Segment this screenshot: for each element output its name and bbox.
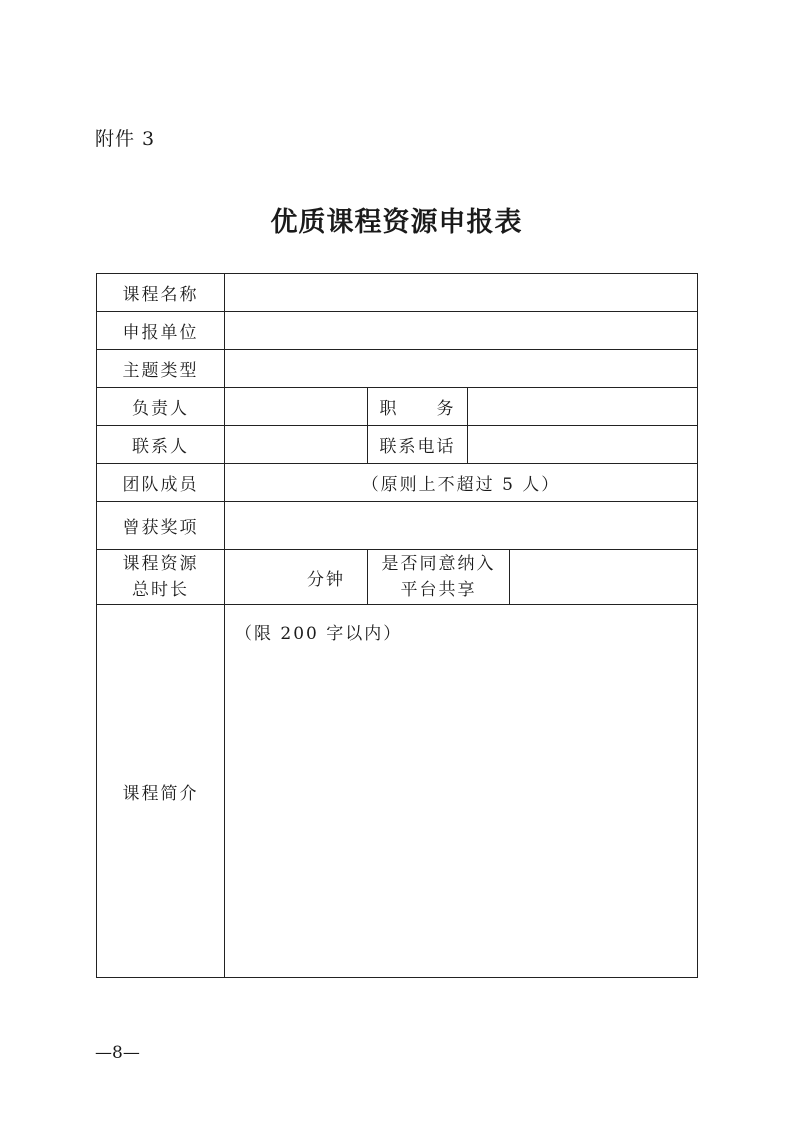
intro-label: 课程简介 [97,605,225,978]
position-field[interactable] [468,388,698,426]
attachment-label: 附件 3 [95,128,156,150]
row-duration [97,550,698,605]
row-leader [97,388,698,426]
share-field[interactable] [510,550,698,605]
row-awards [97,502,698,550]
duration-label [97,550,225,605]
page-number: —8— [95,1043,140,1063]
phone-field[interactable] [468,426,698,464]
share-label-line1: 是否同意纳入 [381,554,496,574]
row-theme [97,350,698,388]
course-name-field[interactable] [225,274,698,312]
application-form-table [96,273,698,978]
leader-field[interactable] [225,388,368,426]
phone-label: 联系电话 [368,426,468,464]
duration-field[interactable] [225,550,368,605]
unit-label: 申报单位 [97,312,225,350]
position-label: 职 务 [368,388,468,426]
team-field[interactable]: （原则上不超过 5 人） [225,464,698,502]
duration-label-line2: 总时长 [132,580,189,600]
row-intro [97,605,698,978]
theme-label: 主题类型 [97,350,225,388]
row-course-name [97,274,698,312]
awards-label: 曾获奖项 [97,502,225,550]
duration-unit: 分钟 [307,569,345,590]
intro-field[interactable] [225,605,698,978]
contact-field[interactable] [225,426,368,464]
awards-field[interactable] [225,502,698,550]
share-label-line2: 平台共享 [400,580,477,600]
share-label [368,550,510,605]
row-team [97,464,698,502]
duration-label-line1: 课程资源 [122,554,199,574]
team-label: 团队成员 [97,464,225,502]
row-unit [97,312,698,350]
intro-hint: （限 200 字以内） [235,624,403,644]
theme-field[interactable] [225,350,698,388]
leader-label: 负责人 [97,388,225,426]
row-contact [97,426,698,464]
form-title: 优质课程资源申报表 [270,207,523,238]
course-name-label: 课程名称 [97,274,225,312]
contact-label: 联系人 [97,426,225,464]
unit-field[interactable] [225,312,698,350]
